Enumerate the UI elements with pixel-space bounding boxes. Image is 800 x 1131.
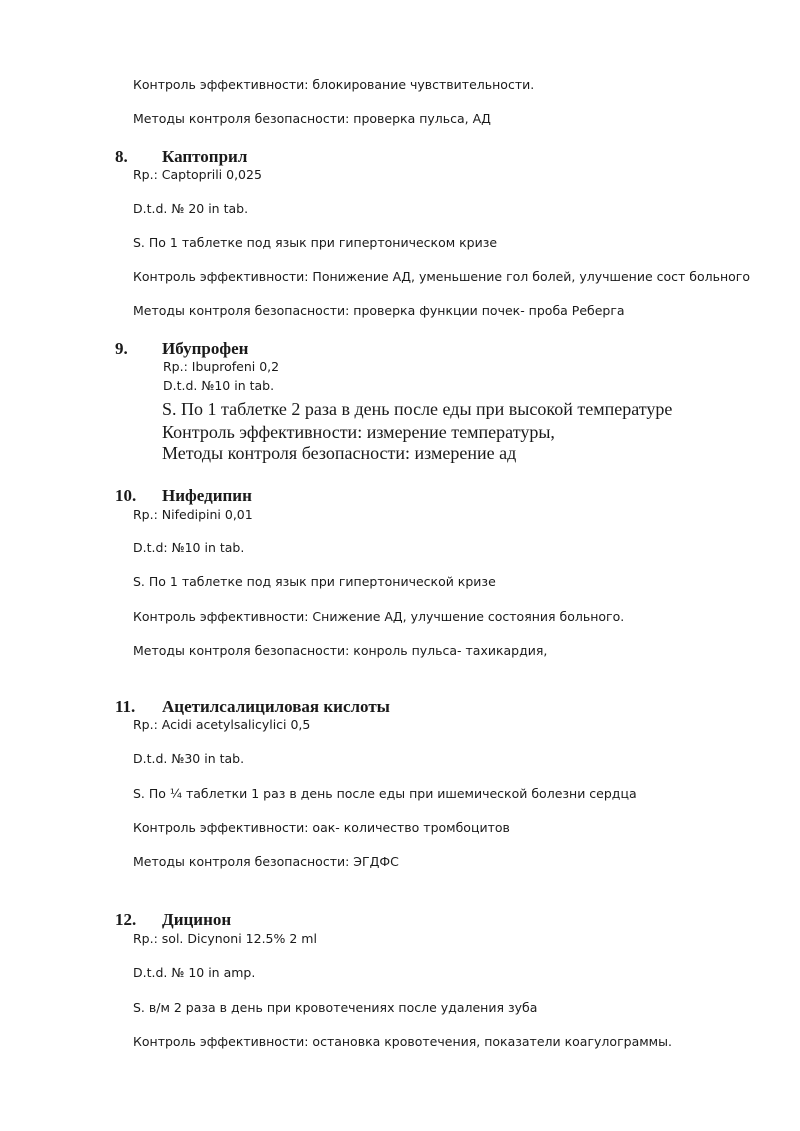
drug-8-dtd: D.t.d. № 20 in tab. <box>133 201 249 216</box>
drug-9-efficacy: Контроль эффективности: измерение температуры, <box>162 422 555 442</box>
drug-9-rp: Rp.: Ibuprofeni 0,2 <box>163 359 280 374</box>
drug-10-name: Нифедипин <box>162 486 252 505</box>
drug-11-safety: Методы контроля безопасности: ЭГДФС <box>133 854 399 869</box>
drug-8-efficacy: Контроль эффективности: Понижение АД, уменьшение гол болей, улучшение сост больного <box>133 269 751 284</box>
drug-10-number: 10. <box>115 486 137 505</box>
drug-12-name: Дицинон <box>162 910 232 929</box>
drug-8-name: Каптоприл <box>162 147 248 166</box>
drug-10-dtd: D.t.d: №10 in tab. <box>133 540 245 555</box>
drug-11-name: Ацетилсалициловая кислоты <box>162 697 390 716</box>
drug-11-sig: S. По ¼ таблетки 1 раз в день после еды при ишемической болезни сердца <box>133 786 637 801</box>
drug-11-efficacy: Контроль эффективности: оак- количество тромбоцитов <box>133 820 510 835</box>
drug-9-number: 9. <box>115 339 128 358</box>
drug-9-name: Ибупрофен <box>162 339 249 358</box>
drug-12-sig: S. в/м 2 раза в день при кровотечениях после удаления зуба <box>133 1000 538 1015</box>
drug-10-rp: Rp.: Nifedipini 0,01 <box>133 507 253 522</box>
drug-8-number: 8. <box>115 147 128 166</box>
drug-8-sig: S. По 1 таблетке под язык при гипертоническом кризе <box>133 235 498 250</box>
drug-9-dtd: D.t.d. №10 in tab. <box>163 378 275 393</box>
drug-9-sig: S. По 1 таблетке 2 раза в день после еды при высокой температуре <box>162 399 673 419</box>
drug-10-safety: Методы контроля безопасности: конроль пульса- тахикардия, <box>133 643 548 658</box>
drug-9-safety: Методы контроля безопасности: измерение ад <box>162 443 517 463</box>
drug-11-rp: Rp.: Acidi acetylsalicylici 0,5 <box>133 717 311 732</box>
drug-11-dtd: D.t.d. №30 in tab. <box>133 751 245 766</box>
drug-12-number: 12. <box>115 910 137 929</box>
intro-efficacy: Контроль эффективности: блокирование чувствительности. <box>133 77 535 92</box>
drug-10-efficacy: Контроль эффективности: Снижение АД, улучшение состояния больного. <box>133 609 625 624</box>
drug-11-number: 11. <box>115 697 136 716</box>
drug-10-sig: S. По 1 таблетке под язык при гипертонической кризе <box>133 574 496 589</box>
intro-safety: Методы контроля безопасности: проверка пульса, АД <box>133 111 491 126</box>
drug-12-rp: Rp.: sol. Dicynoni 12.5% 2 ml <box>133 931 317 946</box>
drug-8-rp: Rp.: Captoprili 0,025 <box>133 167 262 182</box>
drug-12-dtd: D.t.d. № 10 in amp. <box>133 965 256 980</box>
drug-8-safety: Методы контроля безопасности: проверка функции почек- проба Реберга <box>133 303 625 318</box>
drug-12-efficacy: Контроль эффективности: остановка кровотечения, показатели коагулограммы. <box>133 1034 672 1049</box>
